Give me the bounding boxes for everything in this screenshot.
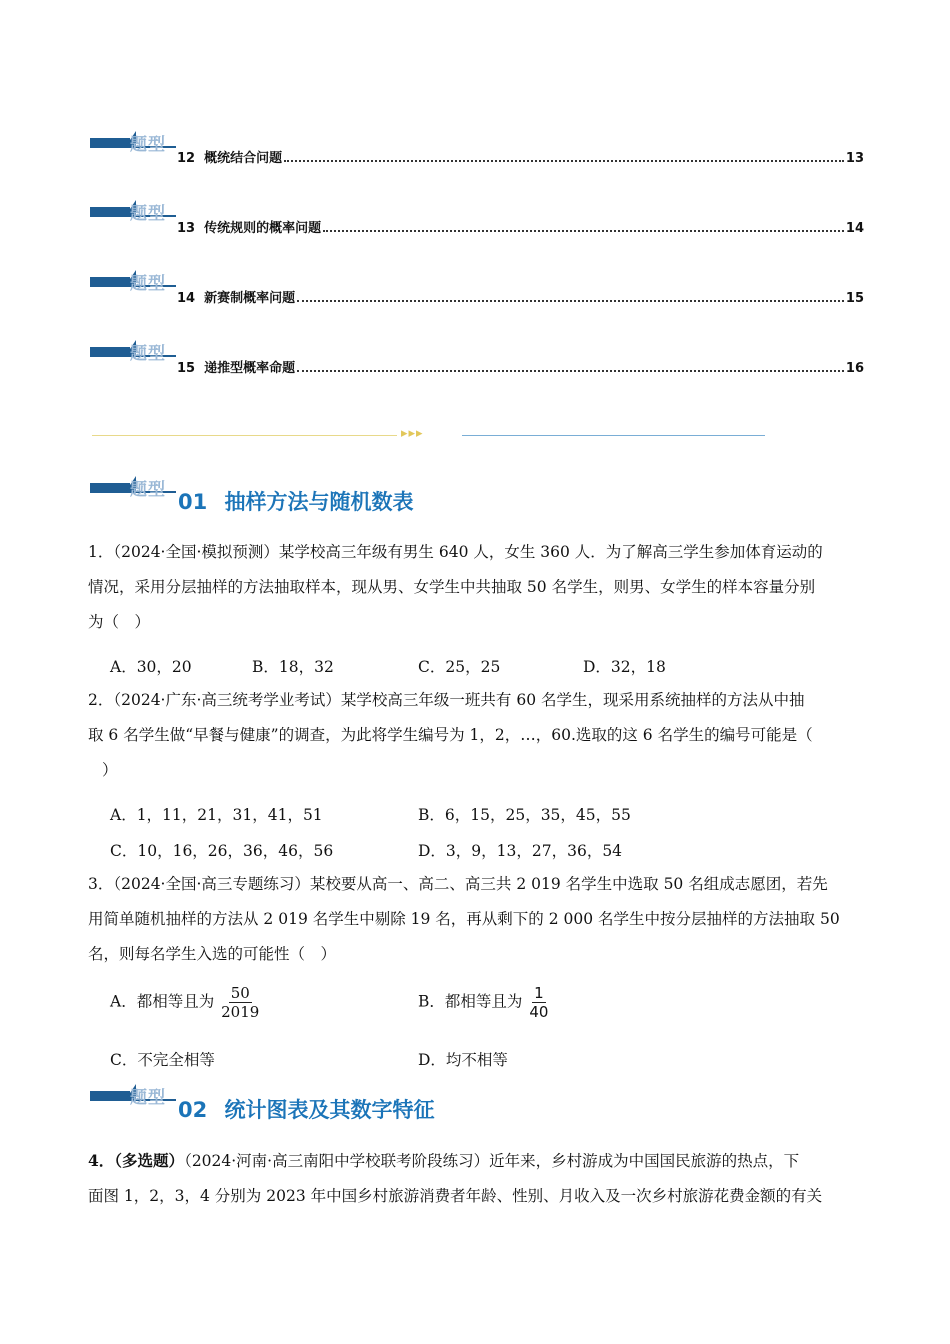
toc-leader [297,300,844,302]
question-text-line: 3．（2024·全国·高三专题练习）某校要从高一、高二、高三共 2 019 名学生中选取 50 名组成志愿团，若先 [88,875,828,893]
divider-right-line [462,435,765,436]
option-b: B．18，32 [252,658,334,676]
toc-number: 12 [177,151,196,166]
tixing-badge: 题型 [90,200,176,222]
question-type-tag: （多选题） [114,1151,185,1170]
section-title [178,486,414,516]
option-c: C．10，16，26，36，46，56 [110,842,334,860]
section-number: 01 [178,490,208,514]
question-text-line: 1．（2024·全国·模拟预测）某学校高三年级有男生 640 人，女生 360 人．为了解高三学生参加体育运动的 [88,543,823,561]
section-name: 抽样方法与随机数表 [224,490,414,514]
option-b [418,984,548,1021]
option-b-text: B．都相等且为 [418,992,523,1011]
tixing-badge: 题型 [90,1084,176,1106]
option-d: D．均不相等 [418,1051,508,1069]
fraction-numerator: 1 [534,984,544,1002]
divider-left-line [92,435,397,436]
toc-item[interactable] [177,288,864,306]
question-number: 4． [88,1151,115,1170]
toc-title: 概统结合问题 [204,151,283,166]
toc-title: 递推型概率命题 [204,361,296,376]
option-d: D．3，9，13，27，36，54 [418,842,623,860]
question-3 [88,867,866,972]
tixing-badge: 题型 [90,340,176,362]
question-text-line: 名，则每名学生入选的可能性（ ） [88,945,337,963]
fraction [529,984,548,1021]
toc-page: 13 [845,151,864,166]
toc-item[interactable] [177,218,864,236]
question-text-line: ） [102,761,118,779]
option-d: D．32，18 [583,658,666,676]
question-text-line: 取 6 名学生做“早餐与健康”的调查，为此将学生编号为 1，2，…，60.选取的这 6 名学生的编号可能是（ [88,726,813,744]
toc-page: 15 [845,291,864,306]
tixing-badge: 题型 [90,270,176,292]
option-a: A．30，20 [110,658,192,676]
tixing-badge: 题型 [90,476,176,498]
question-text-line: 面图 1，2，3，4 分别为 2023 年中国乡村旅游消费者年龄、性别、月收入及一次乡村旅游花费金额的有关 [88,1187,823,1205]
fraction-denominator: 40 [529,1003,549,1021]
section-name: 统计图表及其数字特征 [224,1098,435,1122]
toc-leader [323,230,844,232]
toc-title: 传统规则的概率问题 [204,221,322,236]
question-text-line: 情况，采用分层抽样的方法抽取样本，现从男、女学生中共抽取 50 名学生，则男、女学生的样本容量分别 [88,578,816,596]
question-text-line: 2．（2024·广东·高三统考学业考试）某学校高三年级一班共有 60 名学生，现采用系统抽样的方法从中抽 [88,691,805,709]
question-text-line: 为（ ） [88,613,151,631]
toc-leader [284,160,844,162]
question-1 [88,535,866,640]
question-text: （2024·河南·高三南阳中学校联考阶段练习）近年来，乡村游成为中国国民旅游的热点，下 [184,1152,800,1170]
option-a [110,984,259,1021]
toc-number: 14 [177,291,196,306]
option-c: C．25，25 [418,658,501,676]
toc-item[interactable] [177,358,864,376]
section-title [178,1094,435,1124]
question-4 [88,1143,866,1214]
option-a-text: A．都相等且为 [110,992,215,1011]
toc-item[interactable] [177,148,864,166]
toc-number: 13 [177,221,196,236]
toc-page: 14 [845,221,864,236]
option-c: C．不完全相等 [110,1051,215,1069]
toc-leader [297,370,844,372]
option-b: B．6，15，25，35，45，55 [418,806,631,824]
question-2 [88,683,866,788]
divider-arrows: ▸▸▸ [401,426,424,441]
section-number: 02 [178,1098,208,1122]
fraction-numerator: 50 [230,984,250,1002]
question-text-line [88,1143,866,1179]
fraction-denominator: 2019 [221,1003,260,1021]
option-a: A．1，11，21，31，41，51 [110,806,323,824]
fraction [221,984,259,1021]
tixing-badge: 题型 [90,131,176,153]
question-text-line: 用简单随机抽样的方法从 2 019 名学生中剔除 19 名，再从剩下的 2 000 名学生中按分层抽样的方法抽取 50 [88,910,840,928]
toc-page: 16 [845,361,864,376]
toc-number: 15 [177,361,196,376]
toc-title: 新赛制概率问题 [204,291,296,306]
